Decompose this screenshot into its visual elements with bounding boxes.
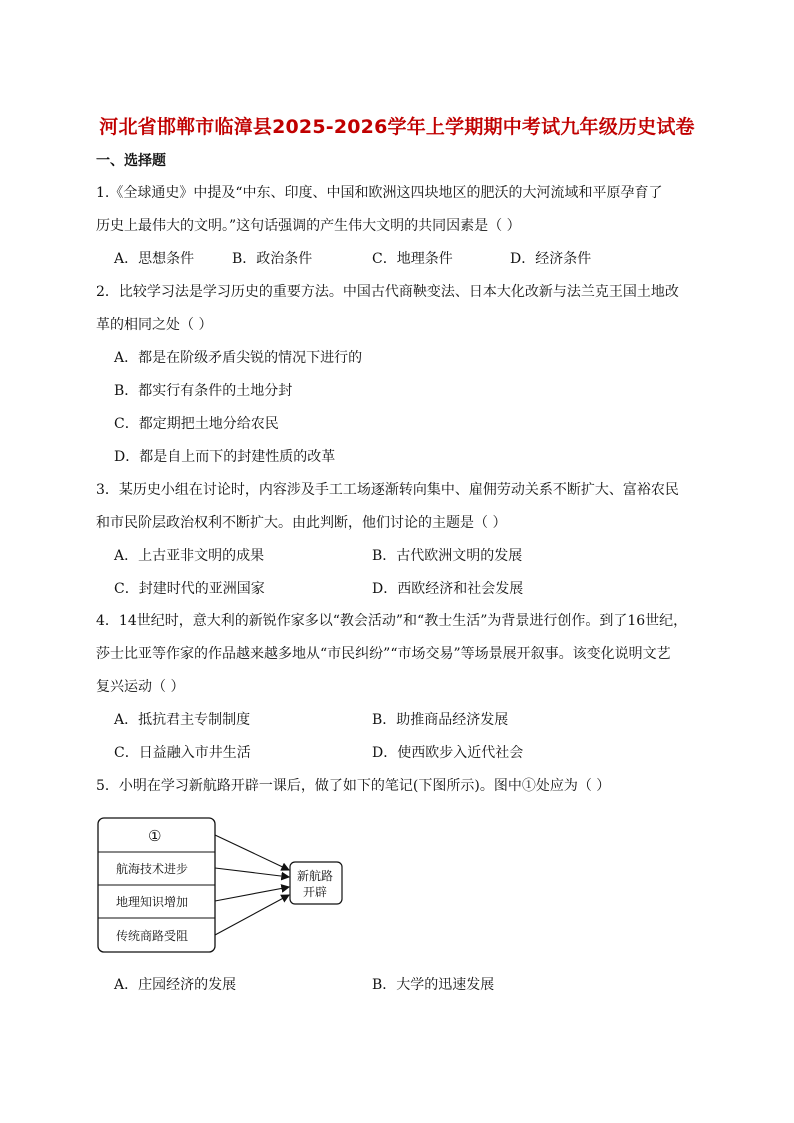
diagram-arrow-1 [215,835,289,870]
question-4-option-d[interactable]: D．使西欧步入近代社会 [372,745,524,761]
question-4-line-3: 复兴运动（ ） [96,679,185,695]
diagram-target-line-1: 新航路 [297,869,334,883]
question-4-line-1: 4．14世纪时，意大利的新锐作家多以“教会活动”和“教士生活”为背景进行创作。到了16世纪， [96,613,688,629]
question-1-line-2: 历史上最伟大的文明。”这句话强调的产生伟大文明的共同因素是（ ） [96,218,521,234]
diagram-target-line-2: 开辟 [303,885,328,899]
question-5-line-1: 5．小明在学习新航路开辟一课后，做了如下的笔记(下图所示)。图中①处应为（ ） [96,778,611,794]
question-1-option-a[interactable]: A．思想条件 [114,251,195,267]
question-1-option-b[interactable]: B．政治条件 [232,251,313,267]
diagram-box-trade-routes: 传统商路受阻 [116,929,189,943]
question-5-option-a[interactable]: A．庄园经济的发展 [114,977,237,993]
question-2-option-d[interactable]: D．都是自上而下的封建性质的改革 [114,449,336,465]
question-5-option-b[interactable]: B．大学的迅速发展 [372,977,495,993]
question-4-line-2: 莎士比亚等作家的作品越来越多地从“市民纠纷”“市场交易”等场景展开叙事。该变化说明文艺 [96,646,671,662]
question-4-option-c[interactable]: C．日益融入市井生活 [114,745,251,761]
question-2-line-1: 2．比较学习法是学习历史的重要方法。中国古代商鞅变法、日本大化改新与法兰克王国土地改 [96,284,679,300]
question-3-line-1: 3．某历史小组在讨论时，内容涉及手工工场逐渐转向集中、雇佣劳动关系不断扩大、富裕农民 [96,482,679,498]
diagram-arrow-3 [215,887,289,901]
question-3-option-c[interactable]: C．封建时代的亚洲国家 [114,581,265,597]
question-2-line-2: 革的相同之处（ ） [96,317,213,333]
question-1-option-c[interactable]: C．地理条件 [372,251,453,267]
section-heading: 一、选择题 [96,153,166,169]
question-3-line-2: 和市民阶层政治权利不断扩大。由此判断，他们讨论的主题是（ ） [96,515,507,531]
question-3-option-d[interactable]: D．西欧经济和社会发展 [372,581,524,597]
question-3-option-b[interactable]: B．古代欧洲文明的发展 [372,548,523,564]
diagram-box-nav-tech: 航海技术进步 [116,862,189,876]
question-1-line-1: 1.《全球通史》中提及“中东、印度、中国和欧洲这四块地区的肥沃的大河流域和平原孕育了 [96,185,663,201]
question-1-option-d[interactable]: D．经济条件 [510,251,592,267]
page-title: 河北省邯郸市临漳县2025-2026学年上学期期中考试九年级历史试卷 [99,116,695,138]
question-2-option-b[interactable]: B．都实行有条件的土地分封 [114,383,293,399]
question-2-option-c[interactable]: C．都定期把土地分给农民 [114,416,279,432]
diagram-blank-label: ① [148,827,162,845]
question-4-option-b[interactable]: B．助推商品经济发展 [372,712,509,728]
question-3-option-a[interactable]: A．上古亚非文明的成果 [114,548,265,564]
diagram-arrow-2 [215,868,289,877]
diagram-arrow-4 [215,895,289,935]
diagram-box-geo-knowledge: 地理知识增加 [116,895,189,909]
question-2-option-a[interactable]: A．都是在阶级矛盾尖锐的情况下进行的 [114,350,363,366]
question-4-option-a[interactable]: A．抵抗君主专制制度 [114,712,251,728]
